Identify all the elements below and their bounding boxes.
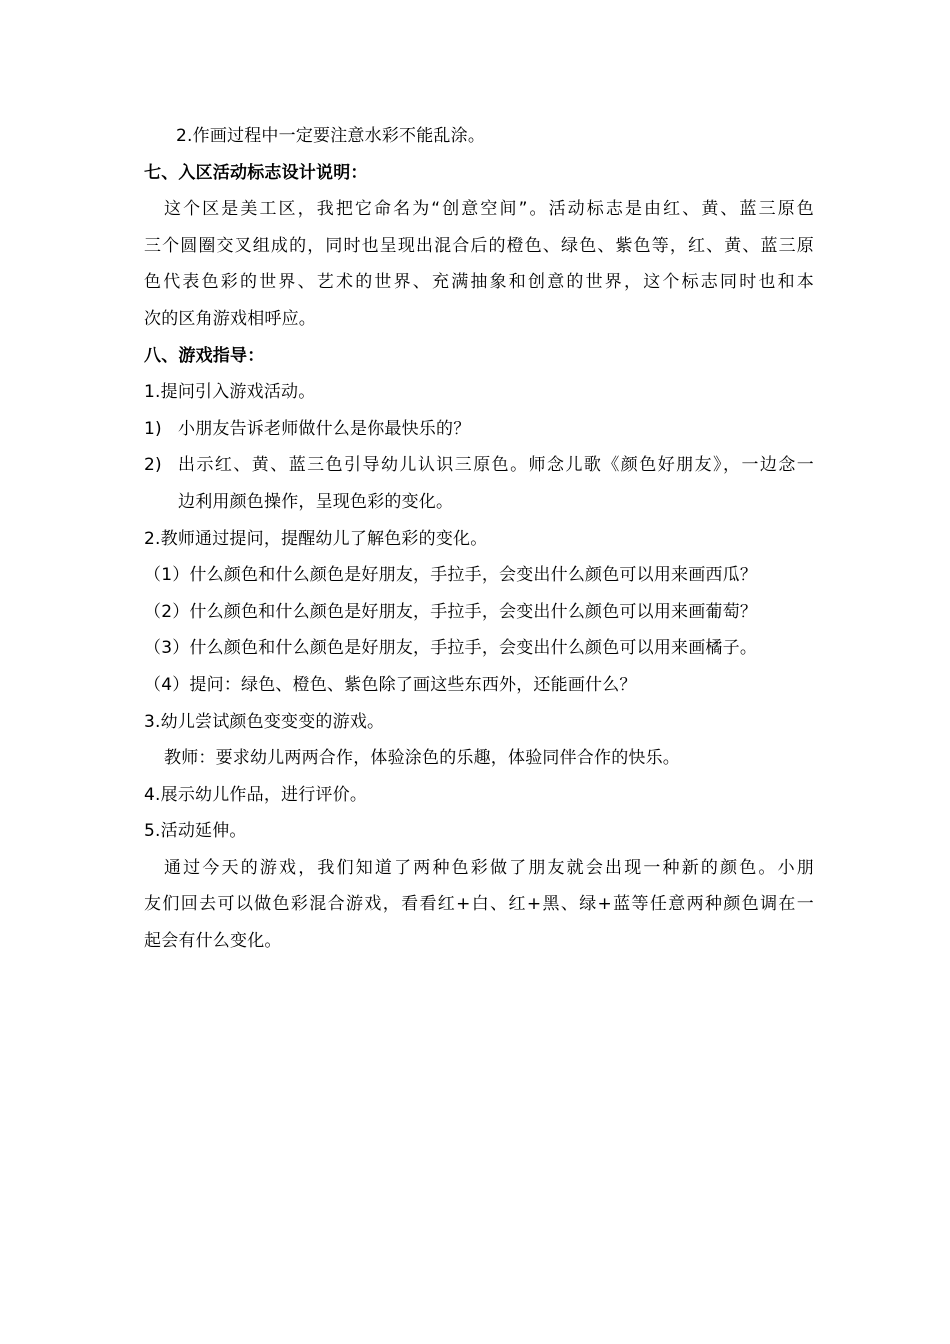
list-item	[144, 447, 814, 484]
question-item: （3）什么颜色和什么颜色是好朋友，手拉手，会变出什么颜色可以用来画橘子。	[144, 638, 758, 659]
question-item: （2）什么颜色和什么颜色是好朋友，手拉手，会变出什么颜色可以用来画葡萄？	[144, 601, 758, 622]
list-continuation: 边利用颜色操作，呈现色彩的变化。	[178, 491, 454, 512]
question-item: （1）什么颜色和什么颜色是好朋友，手拉手，会变出什么颜色可以用来画西瓜？	[144, 565, 758, 586]
question-item: （4）提问：绿色、橙色、紫色除了画这些东西外，还能画什么？	[144, 674, 637, 695]
paragraph-text: 三个圆圈交叉组成的，同时也呈现出混合后的橙色、绿色、紫色等，红、黄、蓝三原	[144, 235, 814, 256]
step-heading: 4.展示幼儿作品，进行评价。	[144, 784, 368, 805]
section-heading-7: 七、入区活动标志设计说明：	[144, 162, 368, 183]
teacher-note: 教师：要求幼儿两两合作，体验涂色的乐趣，体验同伴合作的快乐。	[164, 748, 680, 769]
paragraph-line: 次的区角游戏相呼应。	[144, 308, 316, 329]
list-text: 小朋友告诉老师做什么是你最快乐的？	[178, 418, 471, 439]
step-heading: 3.幼儿尝试颜色变变变的游戏。	[144, 711, 385, 732]
paragraph-text: 色代表色彩的世界、艺术的世界、充满抽象和创意的世界，这个标志同时也和本	[144, 272, 814, 293]
section-heading-8: 八、游戏指导：	[144, 345, 265, 366]
paragraph-line	[144, 228, 814, 265]
paragraph-line	[144, 850, 814, 887]
note-line: 2.作画过程中一定要注意水彩不能乱涂。	[176, 126, 486, 146]
paragraph-text: 通过今天的游戏，我们知道了两种色彩做了朋友就会出现一种新的颜色。小朋	[164, 857, 814, 878]
paragraph-text: 友们回去可以做色彩混合游戏，看看红+白、红+黑、绿+蓝等任意两种颜色调在一	[144, 894, 814, 915]
list-item	[144, 411, 814, 448]
step-heading: 2.教师通过提问，提醒幼儿了解色彩的变化。	[144, 528, 488, 549]
list-number: 2)	[144, 455, 162, 476]
paragraph-line	[144, 886, 814, 923]
list-text: 出示红、黄、蓝三色引导幼儿认识三原色。师念儿歌《颜色好朋友》，一边念一	[178, 455, 814, 476]
step-heading: 1.提问引入游戏活动。	[144, 382, 316, 403]
step-heading: 5.活动延伸。	[144, 821, 247, 842]
document-page	[144, 118, 814, 960]
list-number: 1)	[144, 418, 162, 439]
paragraph-line	[144, 191, 814, 228]
paragraph-line	[144, 264, 814, 301]
paragraph-text: 这个区是美工区，我把它命名为“创意空间”。活动标志是由红、黄、蓝三原色	[164, 199, 814, 220]
paragraph-line: 起会有什么变化。	[144, 931, 282, 952]
